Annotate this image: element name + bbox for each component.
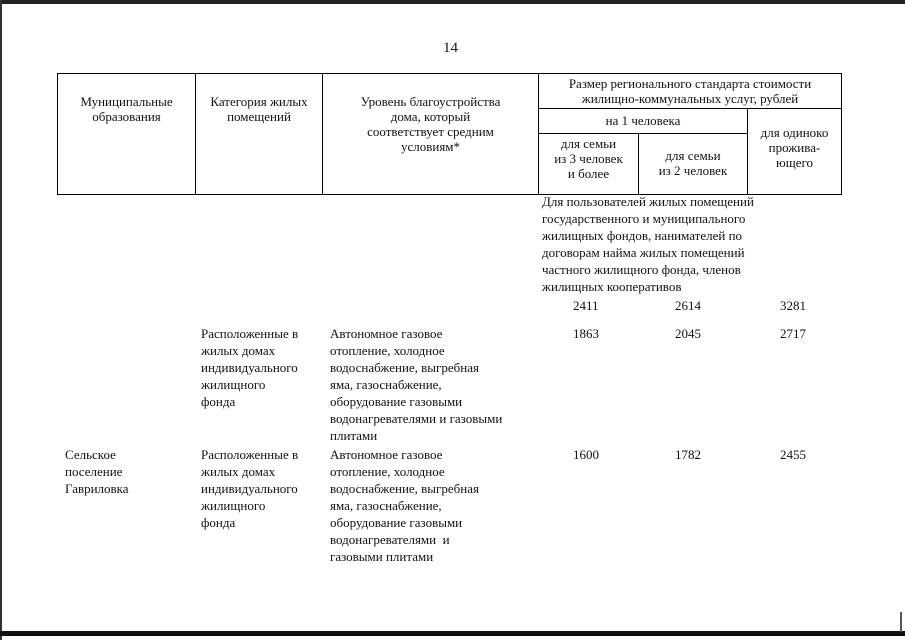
- header-per-person: на 1 человека: [539, 109, 748, 134]
- users-value-single: 3281: [780, 298, 806, 313]
- header-family-3: для семьи из 3 человек и более: [539, 134, 639, 195]
- page-left-border: [0, 0, 2, 640]
- header-family-2: для семьи из 2 человек: [639, 134, 748, 195]
- header-category: Категория жилых помещений: [196, 74, 323, 195]
- header-single: для одиноко прожива- ющего: [748, 109, 842, 195]
- page-top-border: [0, 0, 905, 4]
- users-value-family2: 2614: [675, 298, 701, 313]
- row-category: Расположенные в жилых домах индивидуального жилищного фонда: [201, 326, 299, 409]
- page-number: 14: [443, 40, 458, 56]
- page-bottom-border: [0, 631, 905, 636]
- row-value-single: 2455: [780, 447, 806, 462]
- users-note: Для пользователей жилых помещений государственного и муниципального жилищных фондов, нанимателей по договорам найма жилых помещений частного жилищного фонда, членов жилищных кооперативов: [542, 194, 754, 294]
- row-value-family2: 2045: [675, 326, 701, 341]
- row-comfort-level: Автономное газовое отопление, холодное водоснабжение, выгребная яма, газоснабжение, оборудование газовыми водонагревателями и газовыми плитами: [330, 447, 479, 564]
- row-comfort-level: Автономное газовое отопление, холодное водоснабжение, выгребная яма, газоснабжение, оборудование газовыми водонагревателями и газовыми плитами: [330, 326, 503, 443]
- row-value-family3: 1600: [573, 447, 599, 462]
- row-value-family3: 1863: [573, 326, 599, 341]
- users-value-family3: 2411: [573, 298, 599, 313]
- page-right-mark: [900, 612, 902, 632]
- row-value-single: 2717: [780, 326, 806, 341]
- header-table: [57, 73, 842, 195]
- row-municipality: Сельское поселение Гавриловка: [65, 447, 129, 496]
- row-category: Расположенные в жилых домах индивидуального жилищного фонда: [201, 447, 299, 530]
- row-value-family2: 1782: [675, 447, 701, 462]
- header-standard-size: Размер регионального стандарта стоимости жилищно-коммунальных услуг, рублей: [539, 74, 842, 109]
- header-comfort-level: Уровень благоустройства дома, который соответствует средним условиям*: [323, 74, 539, 195]
- header-municipalities: Муниципальные образования: [58, 74, 196, 195]
